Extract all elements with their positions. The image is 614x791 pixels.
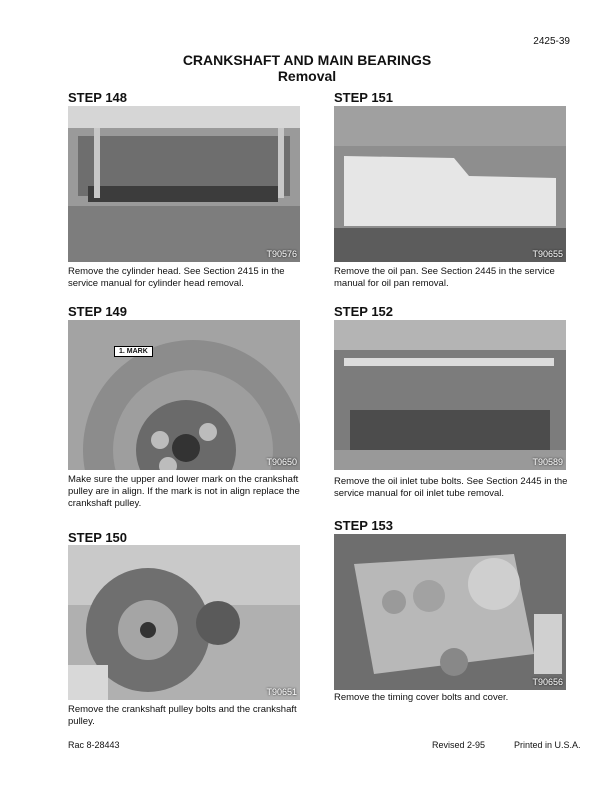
step-149-callout: 1. MARK (114, 346, 153, 357)
page-title (0, 52, 614, 84)
footer-printed: Printed in U.S.A. (514, 740, 581, 750)
step-150-heading: STEP 150 (68, 530, 128, 545)
step-148-heading: STEP 148 (68, 90, 128, 105)
step-151-photo (334, 106, 566, 262)
step-149-photo-code: T90650 (266, 457, 297, 467)
page-number: 2425-39 (533, 36, 570, 47)
title-sub: Removal (277, 68, 337, 84)
footer-reference: Rac 8-28443 (68, 740, 120, 750)
step-149-photo (68, 320, 300, 470)
step-150-photo (68, 545, 300, 700)
step-148-caption: Remove the cylinder head. See Section 2415 in the service manual for cylinder head removal. (68, 266, 285, 289)
step-151-photo-code: T90655 (532, 249, 563, 259)
step-148-photo-code: T90576 (266, 249, 297, 259)
step-152-photo-code: T90589 (532, 457, 563, 467)
step-152-heading: STEP 152 (334, 304, 394, 319)
step-150-photo-code: T90651 (266, 687, 297, 697)
step-152-caption: Remove the oil inlet tube bolts. See Section 2445 in the service manual for oil inlet tube removal. (334, 476, 568, 499)
footer-revised: Revised 2-95 (432, 740, 486, 750)
step-150-caption: Remove the crankshaft pulley bolts and the crankshaft pulley. (68, 704, 297, 727)
step-148-photo (68, 106, 300, 262)
step-151-caption: Remove the oil pan. See Section 2445 in the service manual for oil pan removal. (334, 266, 555, 289)
step-149-caption: Make sure the upper and lower mark on the crankshaft pulley are in align. If the mark is not in align replace the crankshaft pulley. (68, 474, 300, 509)
step-149-heading: STEP 149 (68, 304, 128, 319)
step-151-heading: STEP 151 (334, 90, 394, 105)
step-153-photo-code: T90656 (532, 677, 563, 687)
step-153-caption: Remove the timing cover bolts and cover. (334, 692, 509, 703)
step-152-photo (334, 320, 566, 470)
title-main: CRANKSHAFT AND MAIN BEARINGS (182, 52, 432, 68)
step-153-photo (334, 534, 566, 690)
step-153-heading: STEP 153 (334, 518, 394, 533)
